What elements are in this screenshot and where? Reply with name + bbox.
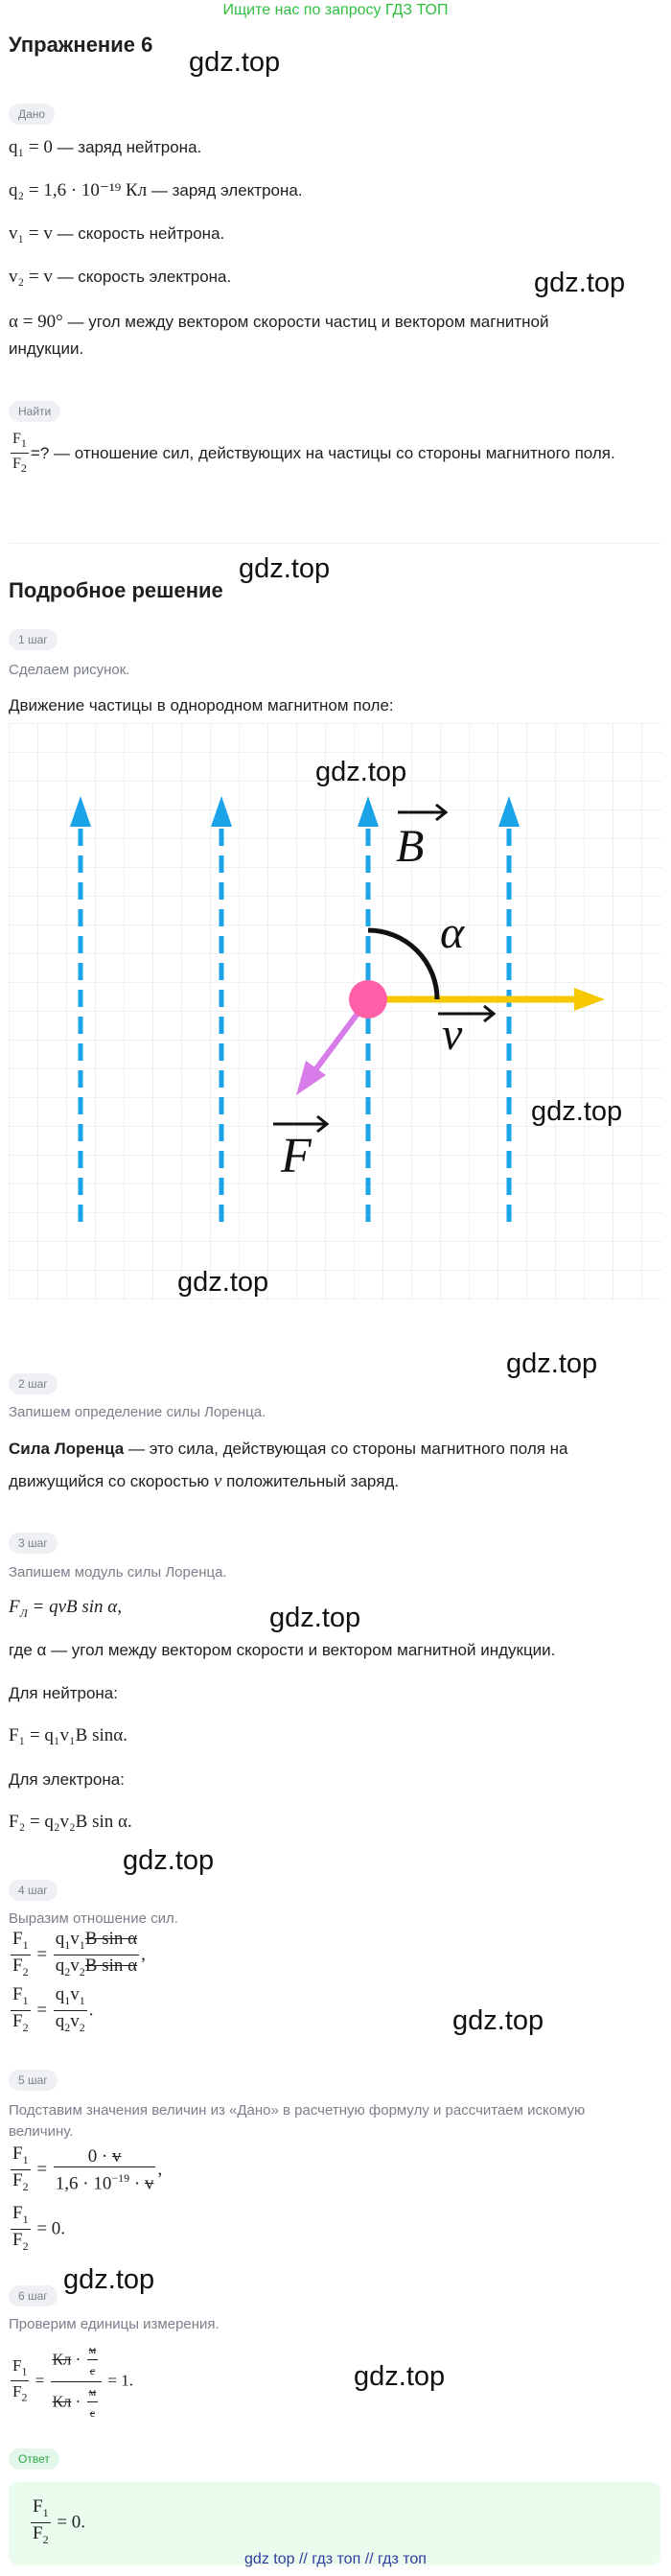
find-tag: Найти: [9, 401, 60, 422]
given-item: q₁ = 0 — заряд нейтрона.: [9, 137, 202, 157]
formula-note: где α — угол между вектором скорости и вектором магнитной индукции.: [9, 1641, 556, 1659]
watermark: gdz.top: [452, 2005, 544, 2036]
watermark: gdz.top: [239, 553, 331, 584]
ratio-formula: $\frac{F_1}{F_2}$ = $\frac{q_1v_1B \sin \alpha}{q_2v_2B \sin \alpha}$ ,: [12, 1929, 146, 1979]
step-text: Движение частицы в однородном магнитном поле:: [9, 696, 394, 714]
step-tag: 2 шаг: [9, 1373, 58, 1394]
substitution-result: $\frac{F_1}{F_2}$ = 0.: [12, 2203, 66, 2253]
label-F: F: [281, 1129, 312, 1183]
charge: [349, 980, 387, 1019]
given-tag: Дано: [9, 104, 55, 125]
given-item: v₁ = v — скорость нейтрона.: [9, 223, 225, 244]
watermark: gdz.top: [177, 1267, 269, 1298]
electron-formula: F₂ = q₂v₂B sin α.: [9, 1812, 132, 1832]
label-B: B: [396, 821, 425, 872]
watermark: gdz.top: [63, 2264, 155, 2295]
electron-label: Для электрона:: [9, 1770, 125, 1789]
step-hint: Выразим отношение сил.: [9, 1910, 178, 1927]
step-tag: 6 шаг: [9, 2285, 58, 2307]
watermark: gdz.top: [123, 1845, 215, 1876]
substitution-formula: $\frac{F_1}{F_2}$ = $\frac{0 \cdot v}{1,6 \cdot 10^{-19} \cdot v}$ ,: [12, 2143, 163, 2193]
step-hint: Проверим единицы измерения.: [9, 2316, 220, 2332]
watermark: gdz.top: [354, 2361, 446, 2392]
find-text: $\frac{F_1}{F_2}$ =? — отношение сил, действующих на частицы со стороны магнитного поля.: [12, 431, 615, 476]
step-tag: 4 шаг: [9, 1880, 58, 1901]
solution-title: Подробное решение: [9, 578, 223, 602]
watermark: gdz.top: [534, 268, 626, 298]
exercise-title: Упражнение 6: [9, 33, 153, 57]
watermark: gdz.top: [531, 1096, 623, 1127]
magnetic-field-figure: [9, 723, 662, 1300]
given-item: α = 90° — угол между вектором скорости частиц и вектором магнитной индукции.: [9, 312, 549, 358]
step-hint: Запишем определение силы Лоренца.: [9, 1404, 266, 1420]
lorentz-formula: $F_Л$ = qvB sin α,: [9, 1597, 123, 1620]
label-v: v: [442, 1009, 463, 1060]
watermark: gdz.top: [506, 1348, 598, 1379]
step-tag: 5 шаг: [9, 2070, 58, 2091]
top-search-link[interactable]: Ищите нас по запросу ГДЗ ТОП: [222, 2, 449, 18]
given-item: q₂ = 1,6 · 10⁻¹⁹ Кл — заряд электрона.: [9, 180, 303, 200]
step-tag: 1 шаг: [9, 629, 58, 650]
given-item: v₂ = v — скорость электрона.: [9, 267, 232, 287]
units-check: $\frac{F_1}{F_2}$ = Кл · $\frac{м}{с}$ Кл · $\frac{м}{с}$ = 1.: [9, 2340, 133, 2424]
lorentz-definition: Сила Лоренца — это сила, действующая со стороны магнитного поля на движущийся со скоростью v положительный заряд.: [9, 1440, 568, 1491]
ratio-result: $\frac{F_1}{F_2}$ = $\frac{q_1v_1}{q_2v_2}$ .: [12, 1984, 94, 2034]
step-tag: 3 шаг: [9, 1533, 58, 1554]
answer-formula: $\frac{F_1}{F_2}$ = 0.: [33, 2496, 86, 2546]
neutron-formula: F₁ = q₁v₁B sinα.: [9, 1725, 127, 1745]
step-hint: Запишем модуль силы Лоренца.: [9, 1564, 227, 1581]
watermark: gdz.top: [315, 757, 407, 787]
label-alpha: α: [440, 907, 465, 958]
watermark: gdz.top: [269, 1603, 361, 1633]
watermark: gdz.top: [189, 47, 281, 78]
answer-tag: Ответ: [9, 2448, 59, 2470]
divider: [9, 543, 660, 544]
step-hint: Сделаем рисунок.: [9, 662, 130, 678]
bottom-links[interactable]: gdz top // гдз топ // гдз топ: [244, 2551, 427, 2567]
neutron-label: Для нейтрона:: [9, 1684, 118, 1702]
step-hint: Подставим значения величин из «Дано» в расчетную формулу и рассчитаем искомую величину.: [9, 2102, 586, 2140]
